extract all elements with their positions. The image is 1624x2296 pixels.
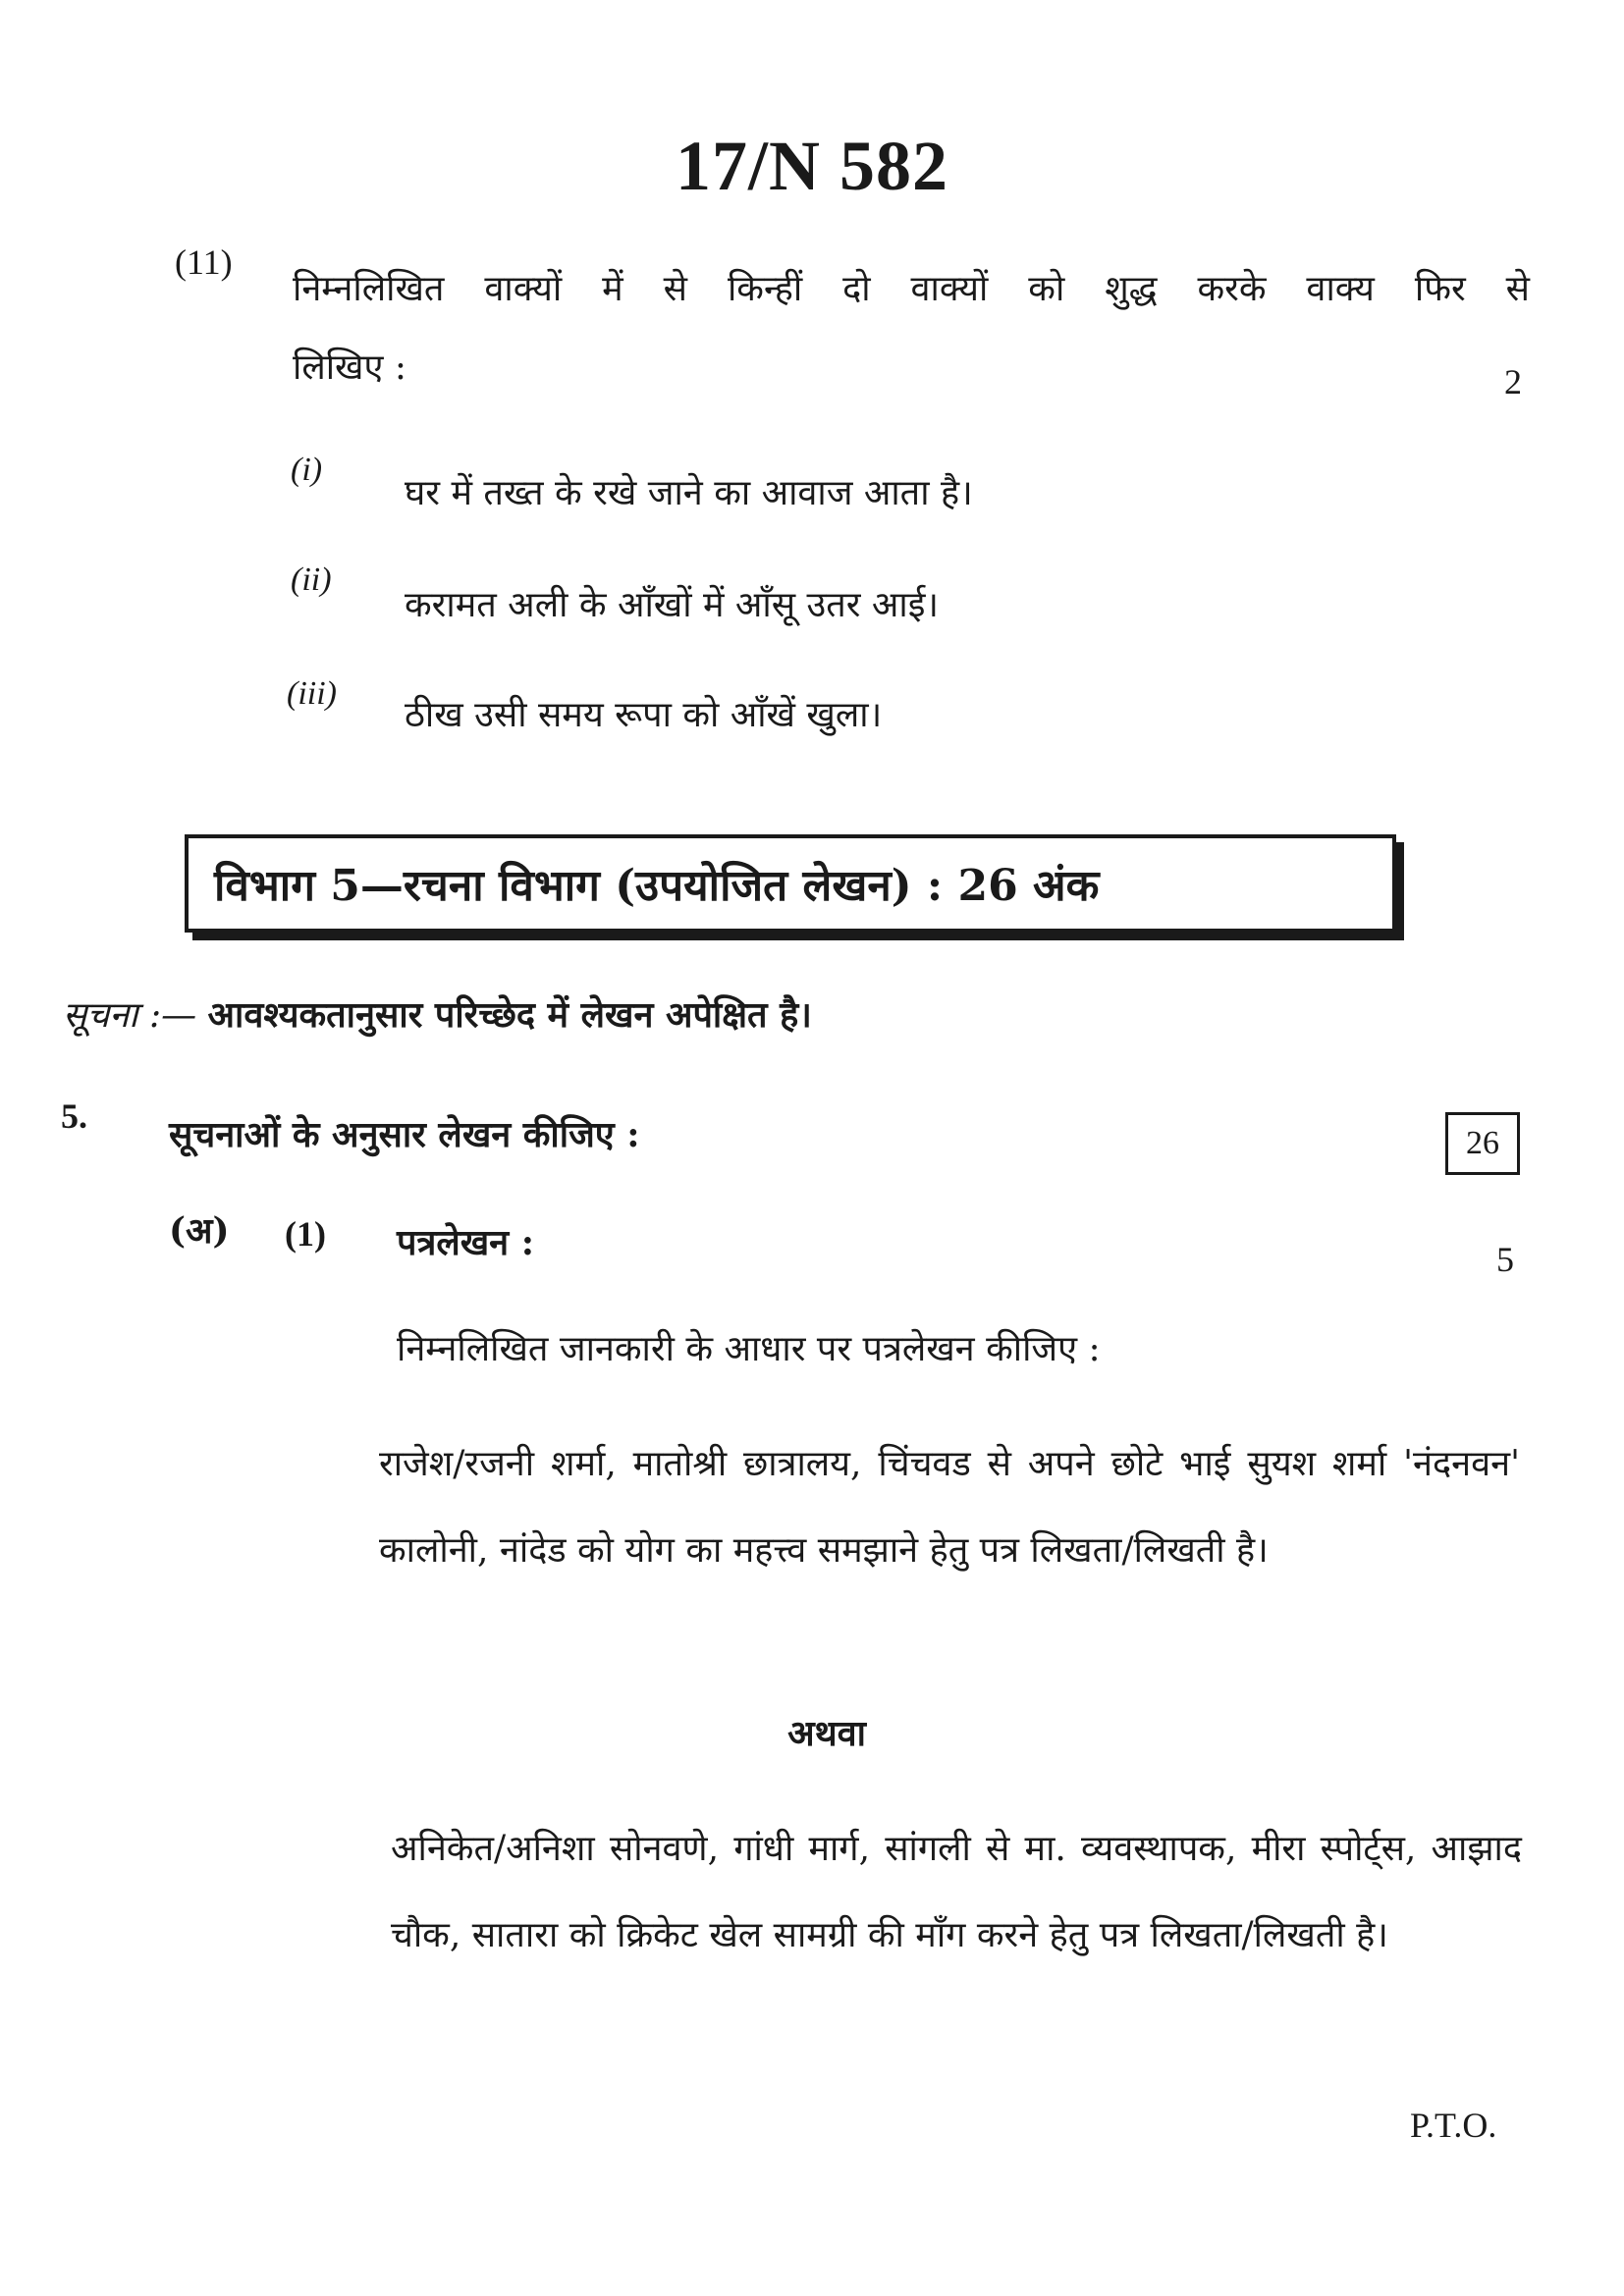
item-ii-text: करामत अली के आँखों में आँसू उतर आई। xyxy=(405,585,940,625)
paper-code: 17/N 582 xyxy=(676,127,948,205)
or-divider: अथवा xyxy=(787,1713,866,1754)
question-11-number: (11) xyxy=(175,242,233,282)
part-a-label: (अ) xyxy=(169,1210,230,1252)
question-5-title: सूचनाओं के अनुसार लेखन कीजिए : xyxy=(169,1114,640,1155)
question-5-total-marks xyxy=(1445,1112,1520,1175)
question-11-text-line2: लिखिए : xyxy=(293,347,406,388)
question-11-text-line1: निम्नलिखित वाक्यों में से किन्हीं दो वाक्यों को शुद्ध करके वाक्य फिर से xyxy=(293,269,1530,309)
notice-text: आवश्यकतानुसार परिच्छेद में लेखन अपेक्षित है। xyxy=(207,994,812,1036)
item-i-text: घर में तख्त के रखे जाने का आवाज आता है। xyxy=(405,473,973,513)
question-11-marks: 2 xyxy=(1504,362,1522,401)
section-5-heading: विभाग 5—रचना विभाग (उपयोजित लेखन) : 26 अंक xyxy=(214,861,1100,911)
section-5-heading-box xyxy=(185,834,1396,933)
sub-question-1-marks: 5 xyxy=(1496,1240,1514,1279)
pto-label: P.T.O. xyxy=(1410,2106,1497,2145)
total-marks-value: 26 xyxy=(1466,1125,1499,1161)
item-i-label: (i) xyxy=(291,452,323,488)
letter-option-2: अनिकेत/अनिशा सोनवणे, गांधी मार्ग, सांगली से मा. व्यवस्थापक, मीरा स्पोर्ट्स, आझाद चौक, सातारा को क्रिकेट खेल सामग्री की माँग करने हेतु पत्र लिखता/लिखती है। xyxy=(391,1829,1522,1955)
item-iii-label: (iii) xyxy=(287,675,337,712)
question-5-number: 5. xyxy=(61,1096,87,1136)
item-iii-text: ठीख उसी समय रूपा को आँखें खुला। xyxy=(405,695,883,735)
letter-option-1: राजेश/रजनी शर्मा, मातोश्री छात्रालय, चिंचवड से अपने छोटे भाई सुयश शर्मा 'नंदनवन' कालोनी, नांदेड को योग का महत्त्व समझाने हेतु पत्र लिखता/लिखती है। xyxy=(379,1444,1520,1571)
notice xyxy=(63,989,812,1038)
sub-question-1-title: पत्रलेखन : xyxy=(397,1222,534,1263)
letter-instruction: निम्नलिखित जानकारी के आधार पर पत्रलेखन कीजिए : xyxy=(397,1329,1101,1369)
sub-question-1-label: (1) xyxy=(285,1214,326,1254)
notice-label: सूचना :— xyxy=(63,995,197,1036)
item-ii-label: (ii) xyxy=(291,561,332,598)
